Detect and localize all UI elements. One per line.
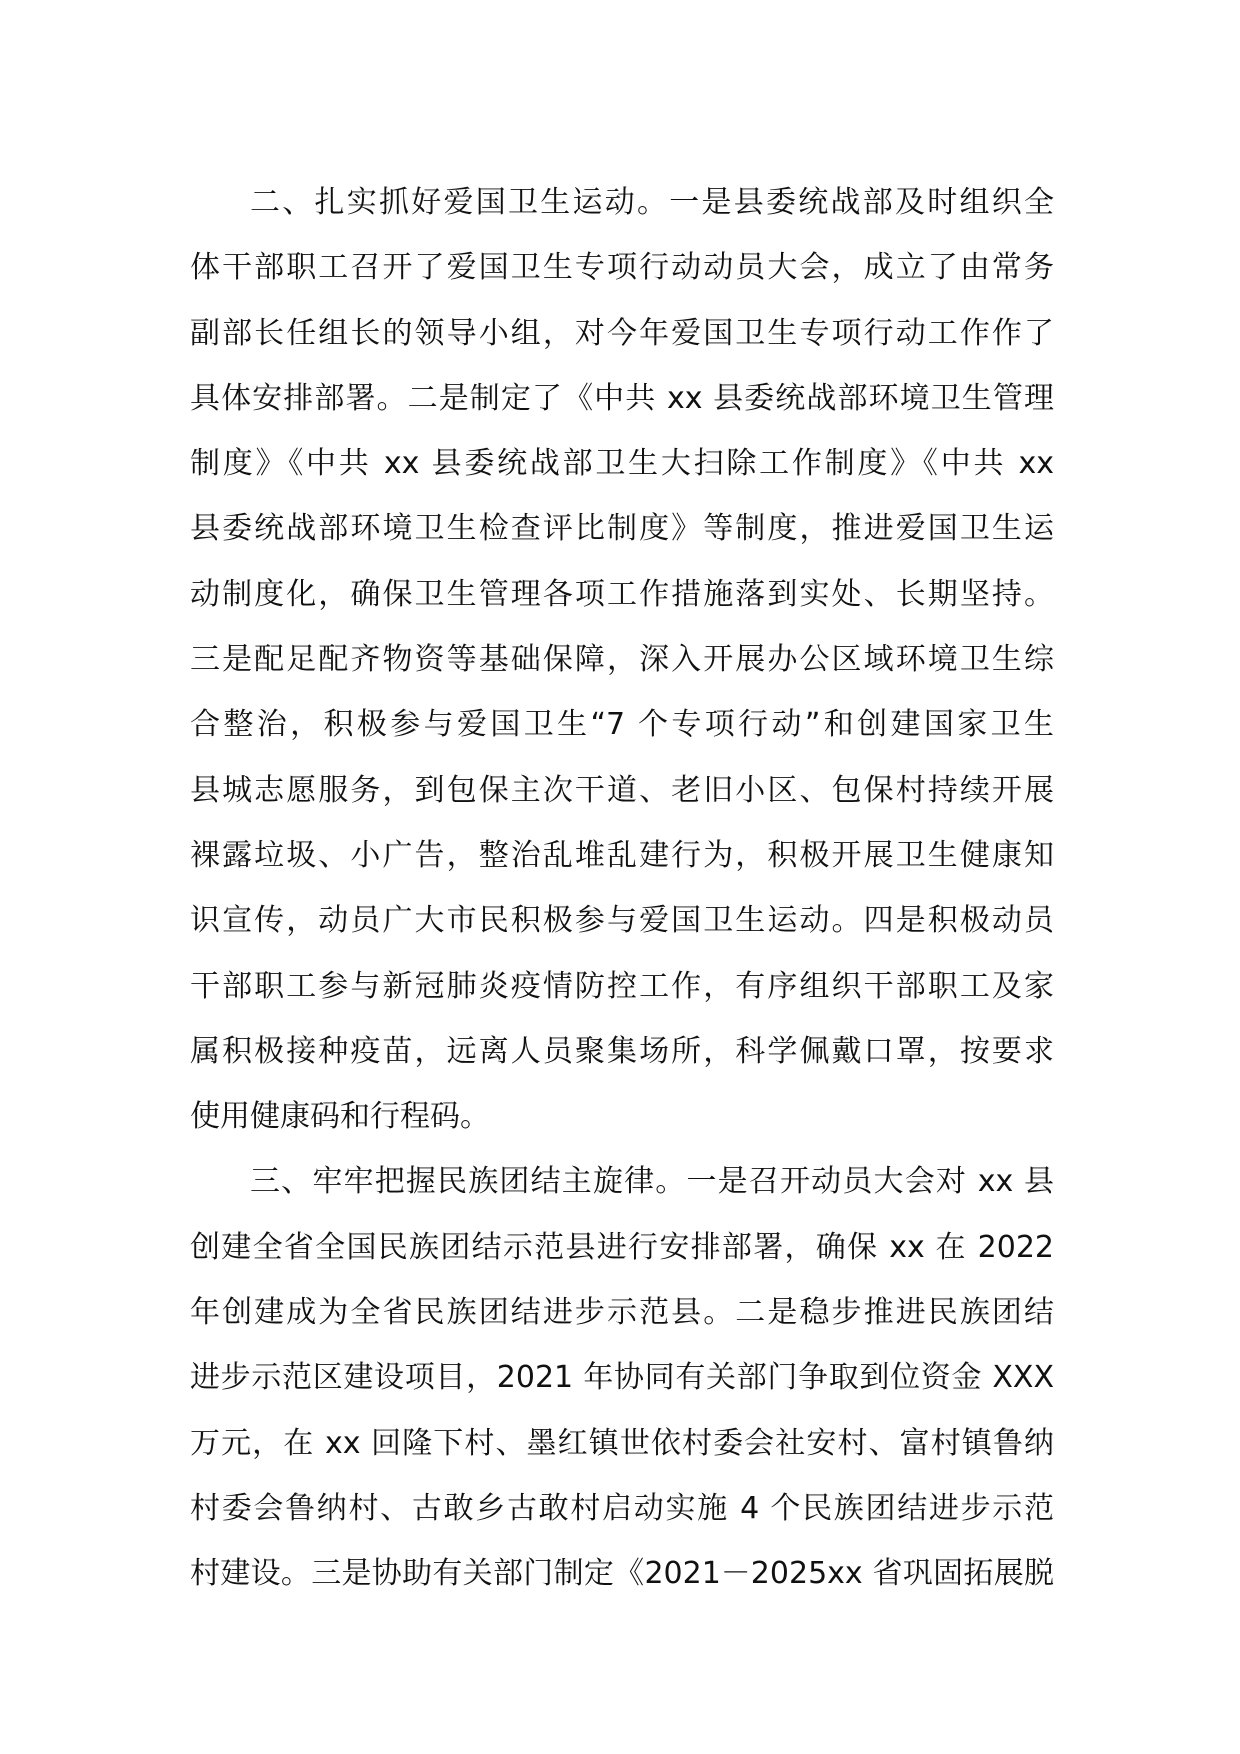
paragraph-line: 副部长任组长的领导小组，对今年爱国卫生专项行动工作作了 — [190, 315, 1054, 351]
paragraph-line: 体干部职工召开了爱国卫生专项行动动员大会，成立了由常务 — [190, 250, 1054, 286]
paragraph-line: 三是配足配齐物资等基础保障，深入开展办公区域环境卫生综 — [190, 642, 1054, 678]
paragraph-line: 制度》《中共 xx 县委统战部卫生大扫除工作制度》《中共 xx — [190, 446, 1054, 482]
paragraph-line: 使用健康码和行程码。 — [190, 1099, 490, 1135]
paragraph-line: 县城志愿服务，到包保主次干道、老旧小区、包保村持续开展 — [190, 772, 1054, 808]
paragraph-line: 裸露垃圾、小广告，整治乱堆乱建行为，积极开展卫生健康知 — [190, 837, 1054, 873]
paragraph-line: 识宣传，动员广大市民积极参与爱国卫生运动。四是积极动员 — [190, 903, 1054, 939]
paragraph-line: 二、扎实抓好爱国卫生运动。一是县委统战部及时组织全 — [250, 185, 1054, 220]
paragraph-line: 村委会鲁纳村、古敢乡古敢村启动实施 4 个民族团结进步示范 — [190, 1490, 1054, 1526]
paragraph-ethnic-unity — [190, 1149, 1054, 1606]
paragraph-line: 村建设。三是协助有关部门制定《2021－2025xx 省巩固拓展脱 — [190, 1556, 1054, 1592]
paragraph-patriotic-health — [190, 170, 1054, 1149]
paragraph-line: 动制度化，确保卫生管理各项工作措施落到实处、长期坚持。 — [190, 576, 1054, 612]
paragraph-line: 三、牢牢把握民族团结主旋律。一是召开动员大会对 xx 县 — [250, 1164, 1054, 1200]
paragraph-line: 年创建成为全省民族团结进步示范县。二是稳步推进民族团结 — [190, 1295, 1054, 1331]
paragraph-line: 属积极接种疫苗，远离人员聚集场所，科学佩戴口罩，按要求 — [190, 1033, 1054, 1069]
paragraph-line: 进步示范区建设项目，2021 年协同有关部门争取到位资金 XXX — [190, 1360, 1054, 1396]
paragraph-line: 干部职工参与新冠肺炎疫情防控工作，有序组织干部职工及家 — [190, 968, 1054, 1004]
paragraph-line: 创建全省全国民族团结示范县进行安排部署，确保 xx 在 2022 — [190, 1229, 1054, 1265]
paragraph-line: 万元，在 xx 回隆下村、墨红镇世依村委会社安村、富村镇鲁纳 — [190, 1425, 1054, 1461]
document-body — [190, 170, 1054, 1607]
paragraph-line: 合整治，积极参与爱国卫生“7 个专项行动”和创建国家卫生 — [190, 707, 1054, 743]
paragraph-line: 县委统战部环境卫生检查评比制度》等制度，推进爱国卫生运 — [190, 511, 1054, 547]
paragraph-line: 具体安排部署。二是制定了《中共 xx 县委统战部环境卫生管理 — [190, 380, 1054, 416]
